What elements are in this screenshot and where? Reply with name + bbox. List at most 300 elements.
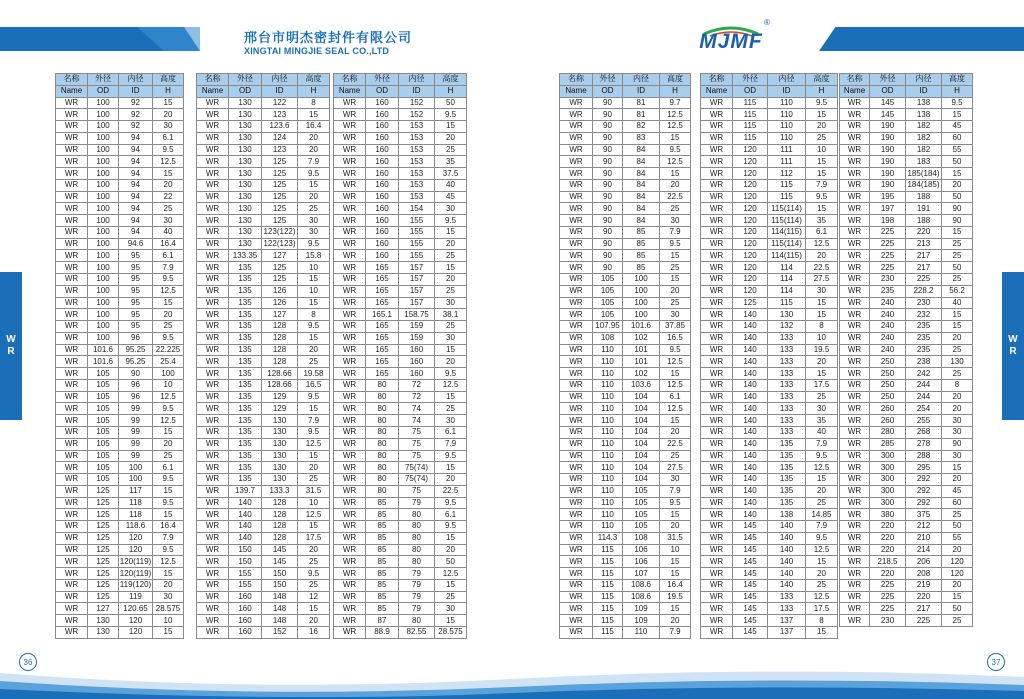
table-cell: 108	[623, 532, 660, 544]
table-cell: 190	[870, 179, 906, 191]
table-row	[560, 344, 691, 356]
table-cell: 380	[870, 509, 906, 521]
table-cell: WR	[701, 97, 733, 109]
table-cell: WR	[560, 591, 593, 603]
table-cell: 94	[119, 144, 153, 156]
table-cell: 165	[366, 368, 399, 380]
table-cell: WR	[334, 509, 366, 521]
table-cell: WR	[701, 226, 733, 238]
table-cell: 20	[435, 238, 467, 250]
table-cell: 9.5	[298, 568, 330, 580]
table-cell: 90	[593, 191, 623, 203]
table-cell: 17.5	[806, 603, 838, 615]
table-cell: 115	[733, 121, 768, 133]
table-cell: 79	[399, 497, 435, 509]
table-cell: 9.5	[942, 97, 973, 109]
table-cell: 140	[768, 521, 806, 533]
table-row	[701, 121, 838, 133]
table-cell: 9.5	[435, 215, 467, 227]
table-cell: 160	[399, 344, 435, 356]
table-cell: 160	[366, 238, 399, 250]
table-cell: 103.6	[623, 379, 660, 391]
table-cell: WR	[334, 191, 366, 203]
table-cell: 96	[119, 379, 153, 391]
column-header: OD	[229, 85, 262, 97]
table-row	[56, 356, 184, 368]
table-cell: WR	[334, 485, 366, 497]
table-cell: WR	[560, 556, 593, 568]
table-cell: WR	[840, 544, 870, 556]
table-cell: 30	[435, 297, 467, 309]
table-cell: WR	[560, 497, 593, 509]
table-cell: 135	[768, 497, 806, 509]
table-cell: WR	[197, 462, 229, 474]
table-row	[56, 532, 184, 544]
table-cell: 20	[298, 462, 330, 474]
table-cell: 120	[733, 179, 768, 191]
table-cell: 7.9	[298, 415, 330, 427]
table-cell: 9.5	[806, 97, 838, 109]
table-cell: 94	[119, 156, 153, 168]
table-cell: 101	[623, 356, 660, 368]
table-row	[701, 568, 838, 580]
table-cell: 160	[366, 168, 399, 180]
table-cell: 85	[366, 544, 399, 556]
table-cell: 88.9	[366, 626, 399, 638]
table-cell: 115(114)	[768, 215, 806, 227]
table-cell: WR	[56, 521, 88, 533]
table-row	[56, 544, 184, 556]
table-cell: 217	[906, 250, 942, 262]
table-cell: 9.5	[806, 532, 838, 544]
column-header: Name	[56, 85, 88, 97]
table-cell: WR	[701, 474, 733, 486]
table-cell: WR	[56, 556, 88, 568]
table-cell: WR	[701, 109, 733, 121]
table-cell: 230	[870, 274, 906, 286]
column-header: 内径	[119, 74, 153, 86]
table-row	[701, 438, 838, 450]
table-cell: 40	[435, 179, 467, 191]
table-cell: 30	[298, 215, 330, 227]
column-header: H	[435, 85, 467, 97]
table-cell: WR	[560, 109, 593, 121]
table-cell: 100	[88, 132, 119, 144]
table-cell: 145	[733, 568, 768, 580]
table-cell: 20	[153, 579, 184, 591]
table-cell: 135	[229, 321, 262, 333]
table-row	[701, 203, 838, 215]
table-cell: 35	[435, 156, 467, 168]
table-cell: 15	[660, 250, 691, 262]
table-row	[197, 544, 330, 556]
table-cell: 130	[229, 97, 262, 109]
table-cell: 190	[870, 156, 906, 168]
table-cell: 16	[298, 626, 330, 638]
table-cell: 118.6	[119, 521, 153, 533]
table-cell: 92	[119, 97, 153, 109]
registered-mark: ®	[764, 18, 770, 27]
table-cell: 140	[733, 309, 768, 321]
table-cell: 111	[768, 156, 806, 168]
column-header: 高度	[660, 74, 691, 86]
table-cell: WR	[334, 168, 366, 180]
table-cell: WR	[334, 615, 366, 627]
table-cell: 125	[262, 191, 298, 203]
table-cell: WR	[197, 438, 229, 450]
table-cell: 157	[399, 297, 435, 309]
table-row	[560, 626, 691, 638]
table-row	[197, 309, 330, 321]
table-cell: WR	[840, 438, 870, 450]
table-cell: 25	[806, 132, 838, 144]
table-cell: 250	[870, 379, 906, 391]
table-cell: WR	[560, 191, 593, 203]
table-row	[334, 156, 467, 168]
table-row	[334, 579, 467, 591]
table-cell: 10	[153, 615, 184, 627]
table-row	[560, 332, 691, 344]
table-row	[56, 215, 184, 227]
table-cell: WR	[334, 579, 366, 591]
table-cell: 115	[593, 568, 623, 580]
table-cell: 95	[119, 285, 153, 297]
table-cell: WR	[560, 379, 593, 391]
table-cell: 153	[399, 179, 435, 191]
table-row	[197, 226, 330, 238]
table-cell: 102	[623, 332, 660, 344]
table-cell: 220	[870, 568, 906, 580]
table-cell: 6.1	[153, 462, 184, 474]
table-cell: 12.5	[153, 556, 184, 568]
table-cell: 30	[435, 603, 467, 615]
table-cell: 120	[119, 626, 153, 638]
table-cell: WR	[560, 474, 593, 486]
table-cell: 114(115)	[768, 226, 806, 238]
table-cell: 75	[399, 485, 435, 497]
table-cell: 15	[660, 415, 691, 427]
table-cell: 100	[88, 297, 119, 309]
table-cell: 25	[435, 403, 467, 415]
table-cell: 90	[593, 168, 623, 180]
table-cell: 118	[119, 509, 153, 521]
table-cell: 50	[942, 603, 973, 615]
table-cell: 138	[906, 97, 942, 109]
table-cell: 125	[88, 579, 119, 591]
table-cell: 135	[229, 438, 262, 450]
table-row	[56, 168, 184, 180]
table-cell: 120	[733, 156, 768, 168]
column-header: OD	[733, 85, 768, 97]
table-cell: 235	[906, 344, 942, 356]
table-cell: 110	[768, 121, 806, 133]
table-cell: 12.5	[660, 356, 691, 368]
table-cell: 125	[88, 497, 119, 509]
table-cell: 9.5	[153, 332, 184, 344]
table-cell: 15	[153, 568, 184, 580]
table-cell: 6.1	[660, 391, 691, 403]
table-row	[197, 509, 330, 521]
table-row	[701, 132, 838, 144]
table-cell: 84	[623, 203, 660, 215]
table-cell: 225	[870, 603, 906, 615]
table-row	[56, 415, 184, 427]
table-cell: 188	[906, 215, 942, 227]
table-cell: 72	[399, 379, 435, 391]
table-row	[56, 132, 184, 144]
table-row	[560, 109, 691, 121]
table-cell: WR	[197, 226, 229, 238]
table-cell: WR	[334, 391, 366, 403]
table-row	[560, 168, 691, 180]
table-cell: 129	[262, 403, 298, 415]
table-cell: 20	[942, 403, 973, 415]
table-cell: 120(119)	[119, 556, 152, 566]
table-cell: WR	[197, 344, 229, 356]
table-cell: 20	[942, 544, 973, 556]
table-cell: WR	[197, 603, 229, 615]
table-cell: 80	[399, 544, 435, 556]
table-cell: WR	[56, 97, 88, 109]
table-cell: 9.5	[298, 168, 330, 180]
table-cell: 130	[229, 203, 262, 215]
table-cell: 9.5	[435, 497, 467, 509]
column-header: 高度	[942, 74, 973, 86]
spec-table	[559, 73, 691, 639]
table-cell: WR	[701, 274, 733, 286]
table-cell: 140	[733, 391, 768, 403]
table-cell: 153	[399, 156, 435, 168]
table-cell: 100	[88, 226, 119, 238]
table-cell: 85	[366, 568, 399, 580]
table-cell: 20	[153, 109, 184, 121]
table-cell: 135	[229, 344, 262, 356]
table-cell: WR	[840, 156, 870, 168]
table-row	[840, 274, 973, 286]
table-cell: WR	[334, 521, 366, 533]
table-cell: 20	[660, 426, 691, 438]
page-number-right: 37	[987, 653, 1005, 671]
table-cell: 130	[768, 309, 806, 321]
table-cell: 153	[399, 168, 435, 180]
table-row	[197, 297, 330, 309]
table-cell: 25.4	[153, 356, 184, 368]
table-cell: 25	[435, 250, 467, 262]
table-cell: 150	[262, 568, 298, 580]
table-cell: 135	[229, 262, 262, 274]
table-cell: 10	[298, 497, 330, 509]
table-cell: 27.5	[660, 462, 691, 474]
table-row	[56, 403, 184, 415]
table-cell: 80	[366, 438, 399, 450]
table-row	[560, 215, 691, 227]
table-cell: WR	[560, 97, 593, 109]
table-cell: WR	[334, 321, 366, 333]
table-cell: WR	[56, 603, 88, 615]
table-cell: 81	[623, 109, 660, 121]
table-cell: 140	[733, 474, 768, 486]
table-cell: WR	[840, 121, 870, 133]
table-cell: 8	[942, 379, 973, 391]
table-cell: 300	[870, 462, 906, 474]
table-cell: 80	[366, 485, 399, 497]
table-row	[840, 321, 973, 333]
table-cell: 238	[906, 356, 942, 368]
table-cell: WR	[840, 191, 870, 203]
table-cell: 7.9	[153, 532, 184, 544]
table-cell: 90	[593, 121, 623, 133]
table-cell: 30	[660, 474, 691, 486]
table-cell: 100	[623, 309, 660, 321]
table-cell: 84	[623, 168, 660, 180]
table-cell: 9.5	[435, 521, 467, 533]
table-cell: WR	[334, 603, 366, 615]
table-cell: 110	[593, 344, 623, 356]
table-cell: WR	[197, 309, 229, 321]
table-cell: 20	[942, 179, 973, 191]
table-cell: 110	[593, 415, 623, 427]
table-cell: 104	[623, 450, 660, 462]
table-cell: WR	[56, 426, 88, 438]
table-cell: 115	[768, 191, 806, 203]
table-cell: 20	[435, 474, 467, 486]
table-cell: 85	[366, 591, 399, 603]
table-cell: WR	[334, 144, 366, 156]
table-cell: 15	[153, 297, 184, 309]
table-cell: 135	[768, 474, 806, 486]
table-cell: 94	[119, 203, 153, 215]
table-cell: 15	[298, 450, 330, 462]
table-cell: 15	[298, 297, 330, 309]
table-cell: WR	[56, 156, 88, 168]
table-cell: 107.95	[593, 321, 623, 333]
table-row	[560, 544, 691, 556]
table-row	[701, 321, 838, 333]
table-cell: 37.5	[435, 168, 467, 180]
table-row	[560, 121, 691, 133]
table-cell: 92	[119, 109, 153, 121]
table-cell: 160	[229, 615, 262, 627]
table-cell: 128	[262, 521, 298, 533]
table-cell: 120.65	[119, 603, 153, 615]
table-cell: 128.66	[262, 379, 298, 391]
column-header: OD	[870, 85, 906, 97]
table-cell: 160	[366, 215, 399, 227]
spec-table	[196, 73, 330, 639]
table-cell: WR	[560, 485, 593, 497]
table-cell: 126	[262, 297, 298, 309]
table-cell: 9.5	[298, 238, 330, 250]
table-row	[334, 344, 467, 356]
table-cell: 197	[870, 203, 906, 215]
table-cell: 45	[435, 191, 467, 203]
table-row	[197, 368, 330, 380]
table-cell: 12.5	[660, 121, 691, 133]
table-row	[56, 568, 184, 580]
table-cell: WR	[560, 238, 593, 250]
table-cell: 100	[88, 309, 119, 321]
table-cell: 9.5	[153, 497, 184, 509]
table-cell: 12.5	[435, 568, 467, 580]
table-cell: 123.6	[262, 121, 298, 133]
table-cell: 15	[153, 626, 184, 638]
column-header: 外径	[366, 74, 399, 86]
table-row	[560, 403, 691, 415]
table-row	[197, 474, 330, 486]
table-cell: 120	[733, 285, 768, 297]
table-cell: WR	[701, 309, 733, 321]
table-cell: 25	[660, 262, 691, 274]
table-row	[701, 238, 838, 250]
table-cell: 15	[806, 309, 838, 321]
table-cell: 30	[153, 215, 184, 227]
table-cell: 140	[733, 403, 768, 415]
table-row	[197, 250, 330, 262]
table-cell: WR	[840, 226, 870, 238]
table-header-row	[840, 85, 973, 97]
table-cell: 7.9	[298, 156, 330, 168]
table-cell: WR	[56, 285, 88, 297]
table-row	[197, 568, 330, 580]
table-cell: 80	[366, 474, 399, 486]
table-cell: 130	[229, 179, 262, 191]
table-row	[840, 215, 973, 227]
table-cell: 138	[906, 109, 942, 121]
table-cell: 190	[870, 132, 906, 144]
table-cell: 15	[660, 603, 691, 615]
table-cell: 155	[229, 568, 262, 580]
table-cell: 15	[942, 226, 973, 238]
table-cell: WR	[56, 591, 88, 603]
table-cell: WR	[334, 109, 366, 121]
table-cell: WR	[840, 285, 870, 297]
table-cell: 15	[806, 168, 838, 180]
table-row	[840, 438, 973, 450]
table-row	[56, 497, 184, 509]
table-cell: 15	[153, 485, 184, 497]
table-cell: 130	[262, 474, 298, 486]
table-cell: 128	[262, 509, 298, 521]
table-cell: 10	[806, 144, 838, 156]
table-cell: 79	[399, 603, 435, 615]
table-row	[56, 109, 184, 121]
table-row	[560, 368, 691, 380]
table-row	[701, 532, 838, 544]
table-row	[560, 474, 691, 486]
table-cell: 133	[768, 344, 806, 356]
table-cell: 105	[88, 438, 119, 450]
table-cell: 15	[298, 179, 330, 191]
table-cell: WR	[197, 285, 229, 297]
table-cell: WR	[56, 121, 88, 133]
table-cell: 120	[119, 532, 153, 544]
table-row	[56, 603, 184, 615]
table-cell: 15	[942, 462, 973, 474]
table-cell: WR	[840, 132, 870, 144]
table-row	[197, 332, 330, 344]
table-cell: 40	[942, 297, 973, 309]
table-cell: 12.5	[806, 238, 838, 250]
table-cell: WR	[197, 474, 229, 486]
table-cell: WR	[560, 579, 593, 591]
table-cell: WR	[701, 168, 733, 180]
table-cell: WR	[334, 156, 366, 168]
table-cell: 25	[435, 144, 467, 156]
table-row	[701, 497, 838, 509]
table-cell: 80	[366, 462, 399, 474]
table-cell: 7.9	[435, 438, 467, 450]
table-cell: 15	[435, 579, 467, 591]
